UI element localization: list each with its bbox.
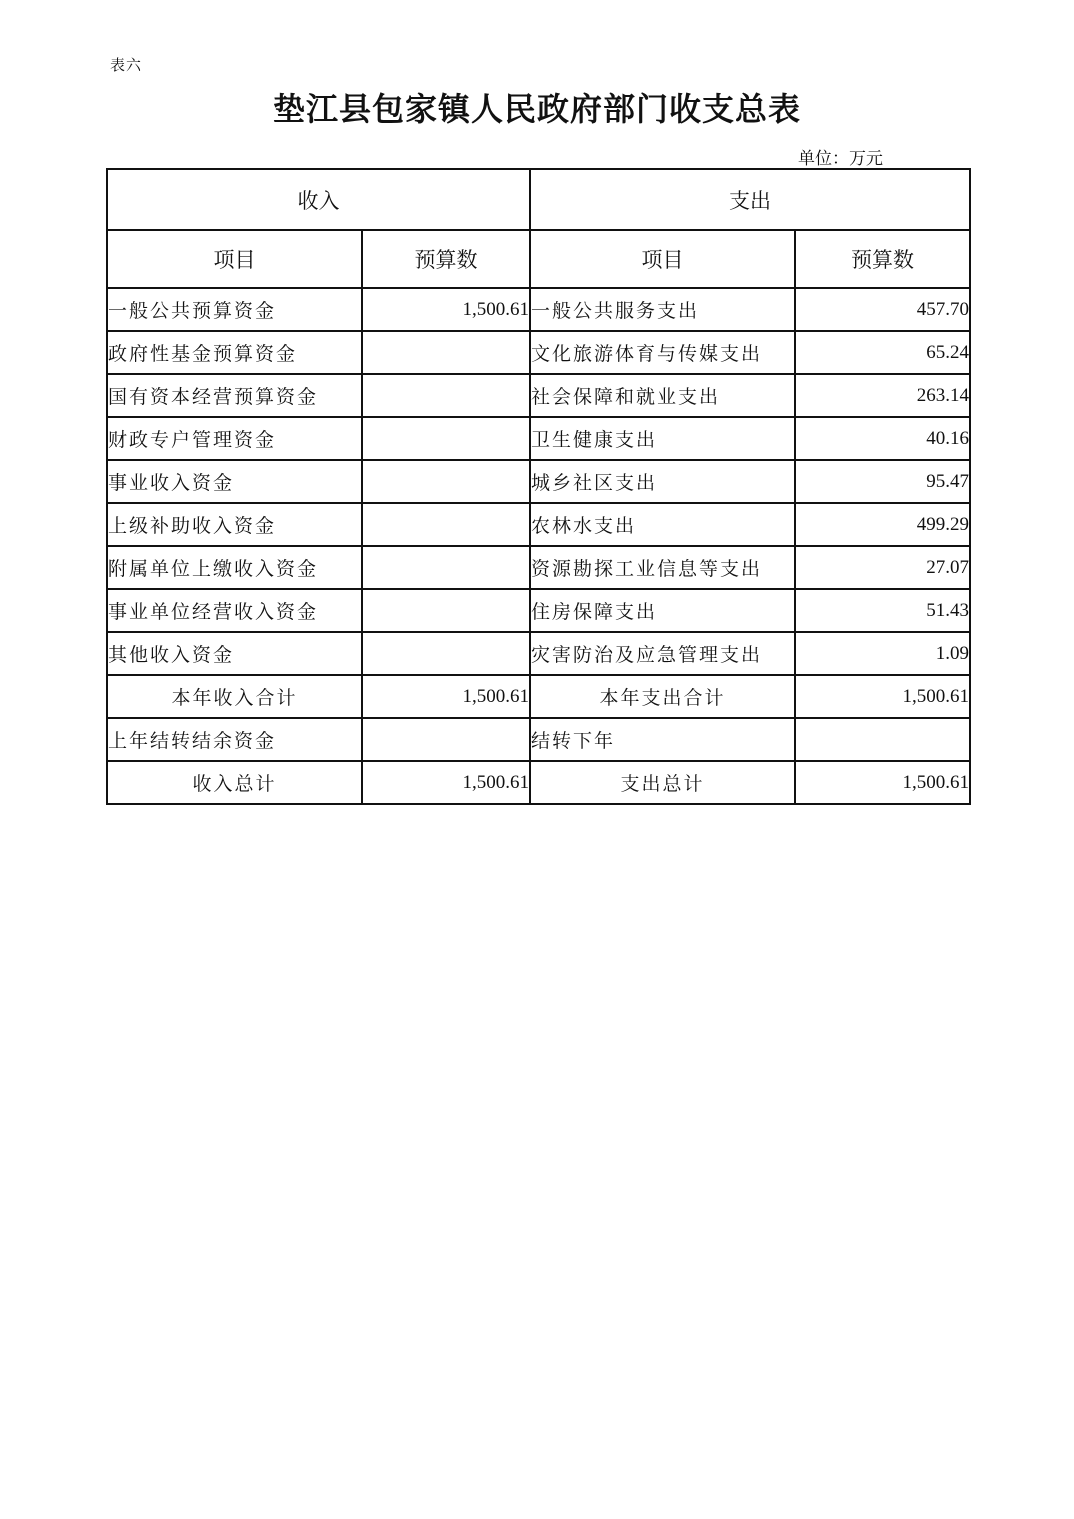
income-value [362,374,530,417]
table-row [107,374,970,417]
expense-carryover-value [795,718,970,761]
expense-value: 51.43 [795,589,970,632]
expense-item: 住房保障支出 [530,589,795,632]
expense-value: 40.16 [795,417,970,460]
income-year-total-value: 1,500.61 [362,675,530,718]
table-row [107,288,970,331]
expense-value: 1.09 [795,632,970,675]
income-item: 附属单位上缴收入资金 [107,546,362,589]
expense-item: 社会保障和就业支出 [530,374,795,417]
expense-carryover-label: 结转下年 [530,718,795,761]
income-value [362,546,530,589]
income-grand-total-value: 1,500.61 [362,761,530,804]
expense-item-column-header: 项目 [530,230,795,288]
table-label: 表六 [110,56,143,74]
unit-label: 单位：万元 [798,149,883,169]
expense-item: 文化旅游体育与传媒支出 [530,331,795,374]
income-item-column-header: 项目 [107,230,362,288]
income-value [362,589,530,632]
table-row [107,331,970,374]
expense-item: 一般公共服务支出 [530,288,795,331]
expense-item: 农林水支出 [530,503,795,546]
table-row [107,503,970,546]
table-row [107,589,970,632]
income-item: 国有资本经营预算资金 [107,374,362,417]
income-grand-total-label: 收入总计 [107,761,362,804]
carryover-row [107,718,970,761]
expense-section-header: 支出 [530,169,970,230]
budget-summary-table [106,168,971,805]
expense-year-total-label: 本年支出合计 [530,675,795,718]
expense-value: 95.47 [795,460,970,503]
column-header-row [107,230,970,288]
table-row [107,417,970,460]
income-value: 1,500.61 [362,288,530,331]
expense-value: 263.14 [795,374,970,417]
expense-grand-total-label: 支出总计 [530,761,795,804]
income-carryover-value [362,718,530,761]
expense-grand-total-value: 1,500.61 [795,761,970,804]
income-item: 上级补助收入资金 [107,503,362,546]
expense-year-total-value: 1,500.61 [795,675,970,718]
expense-value: 457.70 [795,288,970,331]
expense-item: 资源勘探工业信息等支出 [530,546,795,589]
expense-value: 65.24 [795,331,970,374]
income-value [362,460,530,503]
income-item: 事业收入资金 [107,460,362,503]
income-value [362,417,530,460]
income-year-total-label: 本年收入合计 [107,675,362,718]
income-value [362,632,530,675]
income-budget-column-header: 预算数 [362,230,530,288]
income-carryover-label: 上年结转结余资金 [107,718,362,761]
expense-item: 城乡社区支出 [530,460,795,503]
year-total-row [107,675,970,718]
expense-budget-column-header: 预算数 [795,230,970,288]
income-item: 事业单位经营收入资金 [107,589,362,632]
income-value [362,331,530,374]
expense-item: 灾害防治及应急管理支出 [530,632,795,675]
table-row [107,546,970,589]
grand-total-row [107,761,970,804]
expense-item: 卫生健康支出 [530,417,795,460]
table-row [107,632,970,675]
income-item: 一般公共预算资金 [107,288,362,331]
page-title: 垫江县包家镇人民政府部门收支总表 [272,90,801,128]
section-header-row [107,169,970,230]
expense-value: 27.07 [795,546,970,589]
income-item: 政府性基金预算资金 [107,331,362,374]
expense-value: 499.29 [795,503,970,546]
income-section-header: 收入 [107,169,530,230]
income-value [362,503,530,546]
table-row [107,460,970,503]
income-item: 其他收入资金 [107,632,362,675]
income-item: 财政专户管理资金 [107,417,362,460]
